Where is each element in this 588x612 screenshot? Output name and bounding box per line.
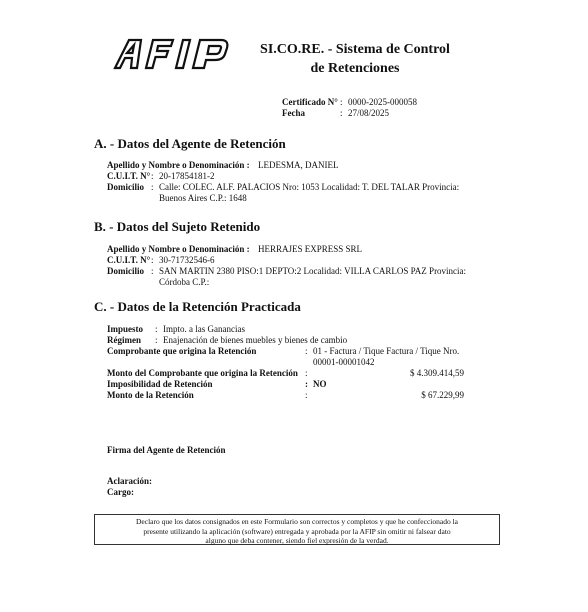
- retention-amount-sep: :: [305, 390, 308, 400]
- subject-cuit-value: 30-71732546-6: [159, 255, 215, 265]
- tax-value: Impto. a las Ganancias: [163, 324, 245, 334]
- subject-cuit-label: C.U.I.T. N°: [107, 255, 151, 265]
- agent-cuit-sep: :: [151, 171, 154, 181]
- subject-address-label: Domicilio: [107, 266, 144, 276]
- disclaimer-box: [94, 514, 500, 545]
- agent-name-label: Apellido y Nombre o Denominación :: [107, 160, 250, 170]
- disclaimer-line2: presente utilizando la aplicación (software) entregada y aprobada por la AFIP sin omitir ni falsear dato: [143, 526, 451, 536]
- subject-cuit-sep: :: [151, 255, 154, 265]
- certificate-date-sep: :: [340, 108, 343, 118]
- afip-logo: [113, 34, 233, 74]
- amount-sep: :: [305, 368, 308, 378]
- regime-sep: :: [155, 335, 158, 345]
- amount-value: $ 4.309.414,59: [410, 368, 464, 378]
- impossibility-sep: :: [305, 379, 308, 389]
- voucher-label: Comprobante que origina la Retención: [107, 346, 257, 356]
- voucher-sep: :: [305, 346, 308, 356]
- tax-label: Impuesto: [107, 324, 144, 334]
- subject-name-value: HERRAJES EXPRESS SRL: [258, 244, 363, 254]
- agent-address-sep: :: [151, 182, 154, 192]
- retention-amount-label: Monto de la Retención: [107, 390, 194, 400]
- voucher-value: 01 - Factura / Tique Factura / Tique Nro. 00001-00001042: [313, 346, 460, 367]
- amount-label: Monto del Comprobante que origina la Retención: [107, 368, 298, 378]
- regime-value: Enajenación de bienes muebles y bienes de cambio: [163, 335, 348, 345]
- section-c-title: C. - Datos de la Retención Practicada: [94, 299, 301, 314]
- certificate-date-value: 27/08/2025: [348, 108, 390, 118]
- disclaimer-line1: Declaro que los datos consignados en este Formulario son correctos y completos y que he confeccionado la: [136, 517, 458, 526]
- impossibility-label: Imposibilidad de Retención: [107, 379, 213, 389]
- clarification-label: Aclaración:: [107, 476, 152, 486]
- tax-sep: :: [155, 324, 158, 334]
- certificate-number-label: Certificado N°: [282, 97, 338, 107]
- section-a-title: A. - Datos del Agente de Retención: [94, 136, 286, 151]
- certificate-date-label: Fecha: [282, 108, 305, 118]
- subject-address-value: SAN MARTIN 2380 PISO:1 DEPTO:2 Localidad: VILLA CARLOS PAZ Provincia: Córdoba C.P.:: [159, 266, 467, 287]
- subject-name-label: Apellido y Nombre o Denominación :: [107, 244, 250, 254]
- disclaimer-line3: alguno que deba contener, siendo fiel expresión de la verdad.: [205, 536, 389, 545]
- certificate-number-value: 0000-2025-000058: [348, 97, 417, 107]
- agent-cuit-value: 20-17854181-2: [159, 171, 215, 181]
- agent-address-value: Calle: COLEC. ALF. PALACIOS Nro: 1053 Localidad: T. DEL TALAR Provincia: Buenos Aires C.P.: 1648: [159, 182, 460, 203]
- certificate-number-sep: :: [340, 97, 343, 107]
- section-b-title: B. - Datos del Sujeto Retenido: [94, 219, 261, 234]
- retention-amount-value: $ 67.229,99: [421, 390, 464, 400]
- system-title-line2: de Retenciones: [310, 61, 400, 76]
- agent-name-value: LEDESMA, DANIEL: [258, 160, 339, 170]
- subject-address-sep: :: [151, 266, 154, 276]
- signature-label: Firma del Agente de Retención: [107, 445, 226, 455]
- agent-address-label: Domicilio: [107, 182, 144, 192]
- regime-label: Régimen: [107, 335, 141, 345]
- position-label: Cargo:: [107, 487, 134, 497]
- system-title-line1: SI.CO.RE. - Sistema de Control: [260, 42, 450, 57]
- impossibility-value: NO: [313, 379, 327, 389]
- agent-cuit-label: C.U.I.T. N°: [107, 171, 151, 181]
